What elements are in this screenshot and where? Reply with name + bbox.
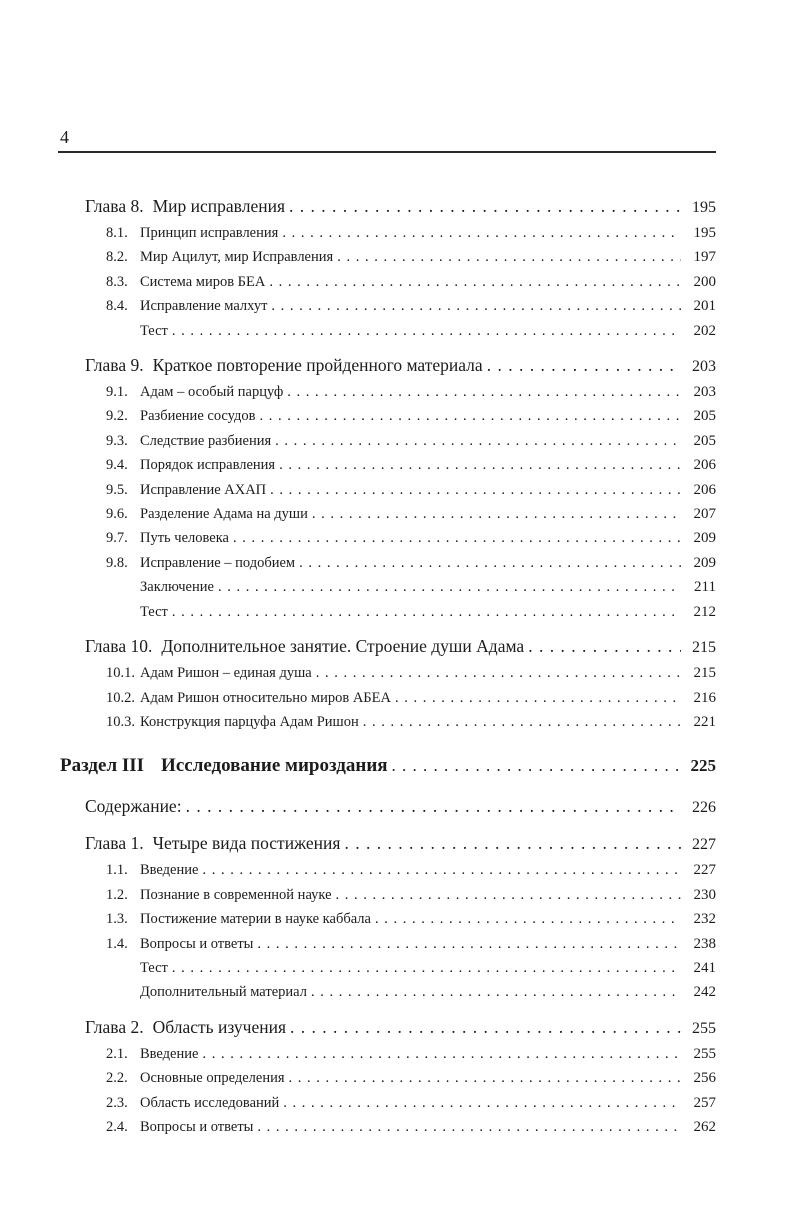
toc-entry: [58, 932, 716, 956]
toc-entry: [58, 453, 716, 477]
entry-page-number: 195: [693, 225, 716, 241]
dot-leader: [172, 600, 681, 624]
dot-leader: [375, 907, 681, 931]
entry-page-number: 238: [693, 935, 716, 952]
entry-title: Введение: [140, 1045, 199, 1062]
entry-number: 9.2.: [106, 408, 128, 425]
dot-leader: [312, 502, 681, 526]
entry-number: 8.3.: [106, 273, 128, 290]
entry-title: Исправление малхут: [140, 298, 268, 315]
entry-number: Глава 9.: [85, 355, 144, 376]
entry-number: 2.2.: [106, 1070, 128, 1087]
entry-title: Четыре вида постижения: [152, 833, 341, 854]
entry-page-number: 205: [693, 408, 716, 425]
entry-page-number: 202: [693, 322, 716, 339]
toc-entry: [58, 352, 716, 380]
toc-entry: [58, 502, 716, 526]
entry-page-number: 207: [693, 506, 716, 523]
toc-entry: [58, 575, 716, 599]
toc-entry: [58, 193, 716, 221]
toc-entry: [58, 710, 716, 734]
toc-entry: [58, 319, 716, 343]
entry-page-number: 226: [692, 799, 716, 817]
dot-leader: [528, 633, 681, 660]
dot-leader: [282, 221, 681, 245]
entry-number: 9.5.: [106, 481, 128, 498]
entry-number: Глава 2.: [85, 1016, 144, 1037]
entry-number: 1.1.: [106, 862, 128, 879]
toc-entry: [58, 245, 716, 269]
dot-leader: [289, 193, 681, 220]
entry-page-number: 230: [693, 886, 716, 903]
entry-page-number: 255: [692, 1019, 716, 1037]
entry-page-number: 232: [693, 911, 716, 928]
toc-entry: [58, 270, 716, 294]
dot-leader: [395, 686, 681, 710]
entry-page-number: 203: [692, 358, 716, 376]
dot-leader: [392, 751, 681, 781]
entry-number: 10.3.: [106, 713, 135, 730]
entry-number: 9.8.: [106, 554, 128, 571]
entry-title: Вопросы и ответы: [140, 935, 254, 952]
entry-page-number: 255: [693, 1045, 716, 1062]
dot-leader: [363, 710, 681, 734]
entry-page-number: 242: [693, 984, 716, 1001]
entry-title: Принцип исправления: [140, 225, 279, 241]
entry-number: 2.4.: [106, 1118, 128, 1135]
entry-title: Основные определения: [140, 1070, 285, 1087]
dot-leader: [487, 352, 681, 379]
entry-number: 1.3.: [106, 911, 128, 928]
entry-page-number: 262: [693, 1118, 716, 1135]
entry-page-number: 209: [693, 530, 716, 547]
entry-title: Область изучения: [152, 1016, 286, 1037]
entry-number: Глава 1.: [85, 833, 144, 854]
entry-number: 9.7.: [106, 530, 128, 547]
dot-leader: [287, 380, 681, 404]
entry-title: Тест: [140, 603, 168, 620]
entry-page-number: 206: [693, 481, 716, 498]
entry-number: Глава 10.: [85, 636, 153, 657]
entry-page-number: 205: [693, 432, 716, 449]
toc-entry: [58, 526, 716, 550]
toc-entry: [58, 404, 716, 428]
entry-number: 2.1.: [106, 1045, 128, 1062]
entry-page-number: 212: [693, 603, 716, 620]
dot-leader: [289, 1066, 681, 1090]
entry-number: 9.3.: [106, 432, 128, 449]
entry-page-number: 201: [693, 298, 716, 315]
dot-leader: [336, 883, 681, 907]
entry-number: 9.1.: [106, 384, 128, 401]
toc-entry: [58, 956, 716, 980]
entry-title: Постижение материи в науке каббала: [140, 911, 371, 928]
dot-leader: [233, 526, 681, 550]
entry-number: 9.6.: [106, 506, 128, 523]
entry-title: Путь человека: [140, 530, 229, 547]
dot-leader: [186, 793, 681, 820]
entry-number: 10.2.: [106, 689, 135, 706]
dot-leader: [344, 830, 681, 857]
entry-page-number: 256: [693, 1070, 716, 1087]
toc-entry: [58, 980, 716, 1004]
entry-number: 8.4.: [106, 298, 128, 315]
toc-entry: [58, 661, 716, 685]
dot-leader: [270, 478, 681, 502]
entry-title: Разбиение сосудов: [140, 408, 256, 425]
dot-leader: [202, 1042, 681, 1066]
toc-entry: [58, 830, 716, 858]
entry-title: Содержание:: [85, 796, 182, 817]
entry-page-number: 209: [693, 554, 716, 571]
entry-page-number: 227: [692, 836, 716, 854]
entry-page-number: 195: [692, 199, 716, 216]
toc-entry: [58, 380, 716, 404]
dot-leader: [172, 956, 681, 980]
entry-number: 1.2.: [106, 886, 128, 903]
dot-leader: [290, 1014, 681, 1041]
toc-list: [58, 193, 716, 1139]
page-number-folio: 4: [60, 127, 69, 147]
dot-leader: [269, 270, 681, 294]
entry-title: Дополнительное занятие. Строение души Адама: [161, 636, 525, 657]
entry-page-number: 241: [693, 959, 716, 976]
entry-number: 9.4.: [106, 457, 128, 474]
toc-entry: [58, 478, 716, 502]
entry-title: Вопросы и ответы: [140, 1118, 254, 1135]
toc-entry: [58, 751, 716, 781]
entry-page-number: 197: [693, 249, 716, 266]
entry-page-number: 215: [692, 639, 716, 657]
entry-title: Тест: [140, 322, 168, 339]
entry-title: Введение: [140, 862, 199, 879]
toc-entry: [58, 551, 716, 575]
toc-entry: [58, 221, 716, 245]
dot-leader: [337, 245, 681, 269]
entry-page-number: 211: [694, 579, 716, 596]
toc-entry: [58, 1042, 716, 1066]
entry-title: Адам – особый парцуф: [140, 384, 284, 401]
entry-title: Мир исправления: [152, 196, 285, 216]
entry-title: Дополнительный материал: [140, 984, 307, 1001]
toc-entry: [58, 1115, 716, 1139]
dot-leader: [202, 858, 681, 882]
entry-page-number: 216: [693, 689, 716, 706]
page-header: [58, 126, 716, 153]
entry-title: Тест: [140, 959, 168, 976]
toc-entry: [58, 686, 716, 710]
toc-entry: [58, 633, 716, 661]
entry-number: 8.2.: [106, 249, 128, 266]
entry-title: Конструкция парцуфа Адам Ришон: [140, 713, 359, 730]
dot-leader: [279, 453, 681, 477]
entry-page-number: 215: [693, 665, 716, 682]
toc-entry: [58, 858, 716, 882]
entry-page-number: 203: [693, 384, 716, 401]
entry-title: Исправление АХАП: [140, 481, 267, 498]
entry-title: Краткое повторение пройденного материала: [152, 355, 483, 376]
entry-title: Заключение: [140, 579, 214, 596]
dot-leader: [311, 980, 681, 1004]
entry-number: Раздел III: [60, 755, 145, 777]
dot-leader: [257, 932, 681, 956]
dot-leader: [257, 1115, 681, 1139]
toc-entry: [58, 1066, 716, 1090]
toc-entry: [58, 907, 716, 931]
dot-leader: [283, 1091, 681, 1115]
dot-leader: [316, 661, 681, 685]
entry-title: Система миров БЕА: [140, 273, 266, 290]
dot-leader: [172, 319, 681, 343]
entry-title: Мир Ацилут, мир Исправления: [140, 249, 334, 266]
entry-page-number: 206: [693, 457, 716, 474]
entry-number: 2.3.: [106, 1094, 128, 1111]
toc-entry: [58, 883, 716, 907]
entry-number: 1.4.: [106, 935, 128, 952]
entry-number: 8.1.: [106, 225, 128, 241]
dot-leader: [218, 575, 681, 599]
entry-title: Область исследований: [140, 1094, 280, 1111]
entry-page-number: 225: [690, 756, 716, 776]
entry-title: Разделение Адама на души: [140, 506, 308, 523]
entry-title: Следствие разбиения: [140, 432, 272, 449]
toc-entry: [58, 1091, 716, 1115]
toc-entry: [58, 294, 716, 318]
dot-leader: [275, 429, 681, 453]
entry-number: 10.1.: [106, 665, 135, 682]
entry-title: Порядок исправления: [140, 457, 276, 474]
entry-page-number: 221: [693, 713, 716, 730]
toc-entry: [58, 793, 716, 821]
dot-leader: [271, 294, 681, 318]
entry-title: Исправление – подобием: [140, 554, 296, 571]
entry-title: Адам Ришон – единая душа: [140, 665, 312, 682]
entry-title: Познание в современной науке: [140, 886, 332, 903]
entry-number: Глава 8.: [85, 196, 144, 216]
entry-page-number: 227: [693, 862, 716, 879]
toc-entry: [58, 429, 716, 453]
dot-leader: [299, 551, 681, 575]
toc-entry: [58, 600, 716, 624]
entry-page-number: 200: [693, 273, 716, 290]
entry-title: Исследование мироздания: [161, 755, 388, 777]
page-content: [58, 126, 716, 1139]
toc-entry: [58, 1014, 716, 1042]
entry-title: Адам Ришон относительно миров АБЕА: [140, 689, 391, 706]
entry-page-number: 257: [693, 1094, 716, 1111]
dot-leader: [259, 404, 681, 428]
